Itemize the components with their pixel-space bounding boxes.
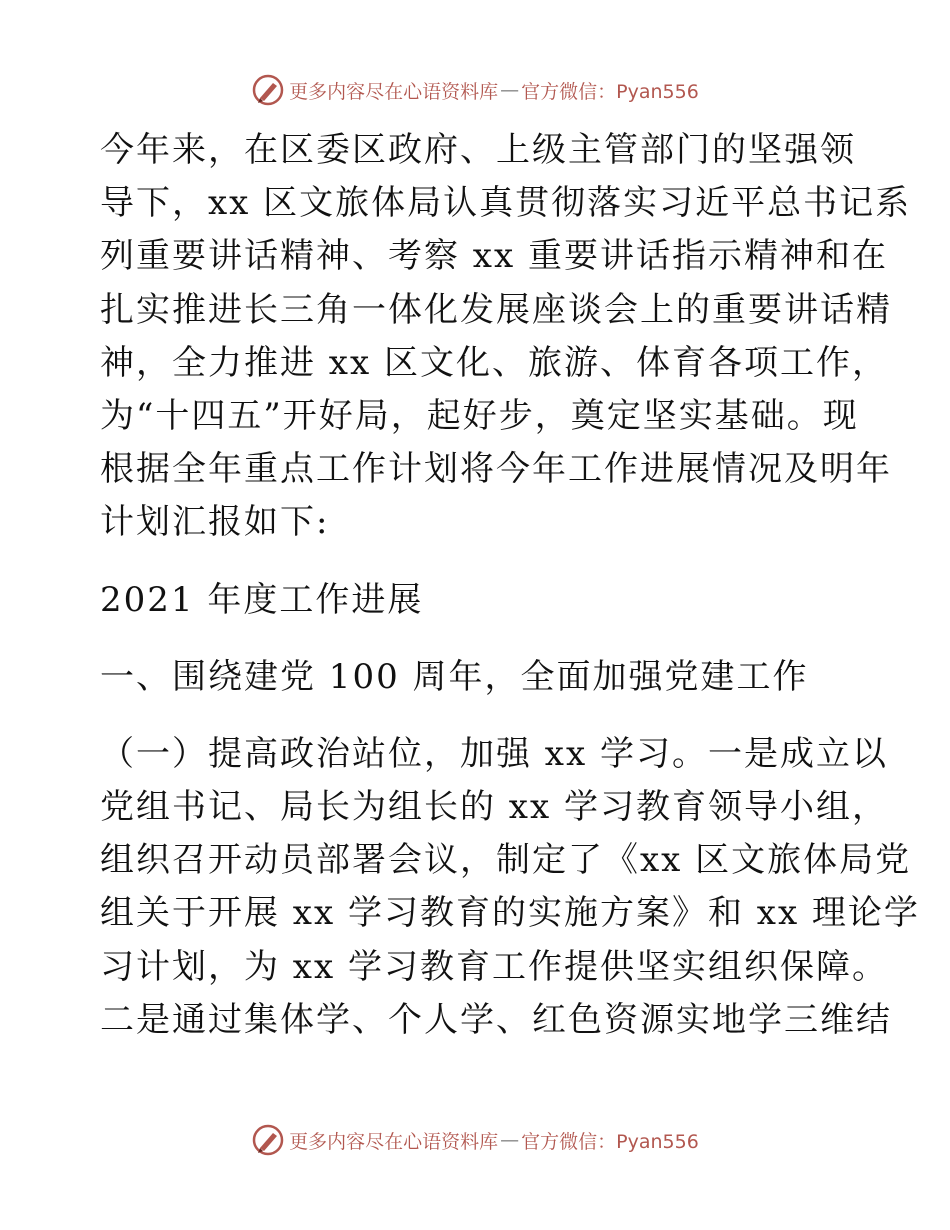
watermark-banner-bottom [0, 1120, 950, 1160]
watermark-slogan: 更多内容尽在心语资料库 [289, 1130, 499, 1153]
text-line: 习计划，为 xx 学习教育工作提供坚实组织保障。 [100, 946, 888, 987]
section-heading: 2021 年度工作进展 [100, 579, 424, 620]
text-line: 导下，xx 区文旅体局认真贯彻落实习近平总书记系 [100, 183, 912, 224]
document-body [100, 124, 920, 1047]
watermark-separator: — [500, 1129, 520, 1151]
text-line: 扎实推进长三角一体化发展座谈会上的重要讲话精 [100, 289, 892, 330]
paragraph-study [100, 728, 920, 1047]
text-line: 今年来，在区委区政府、上级主管部门的坚强领 [100, 130, 856, 170]
watermark-contact: 官方微信：Pyan556 [521, 80, 699, 103]
watermark-slogan: 更多内容尽在心语资料库 [289, 80, 499, 103]
watermark-separator: — [500, 79, 520, 101]
text-line: 为“十四五”开好局，起好步，奠定坚实基础。现 [100, 395, 859, 436]
text-line: 组关于开展 xx 学习教育的实施方案》和 xx 理论学 [100, 893, 920, 934]
pen-logo-icon [251, 73, 285, 107]
watermark-banner-top [0, 70, 950, 110]
text-line: 神，全力推进 xx 区文化、旅游、体育各项工作， [100, 342, 888, 383]
text-line: （一）提高政治站位，加强 xx 学习。一是成立以 [100, 733, 888, 774]
text-line: 列重要讲话精神、考察 xx 重要讲话指示精神和在 [100, 236, 888, 277]
watermark-contact: 官方微信：Pyan556 [521, 1130, 699, 1153]
text-line: 根据全年重点工作计划将今年工作进展情况及明年 [100, 449, 892, 490]
text-line: 党组书记、局长为组长的 xx 学习教育领导小组， [100, 787, 888, 828]
text-line: 组织召开动员部署会议，制定了《xx 区文旅体局党 [100, 840, 912, 881]
paragraph-intro [100, 124, 912, 550]
section-title: 一、围绕建党 100 周年，全面加强党建工作 [100, 656, 809, 697]
text-line: 计划汇报如下: [100, 502, 330, 543]
pen-logo-icon [251, 1123, 285, 1157]
text-line: 二是通过集体学、个人学、红色资源实地学三维结 [100, 999, 892, 1040]
